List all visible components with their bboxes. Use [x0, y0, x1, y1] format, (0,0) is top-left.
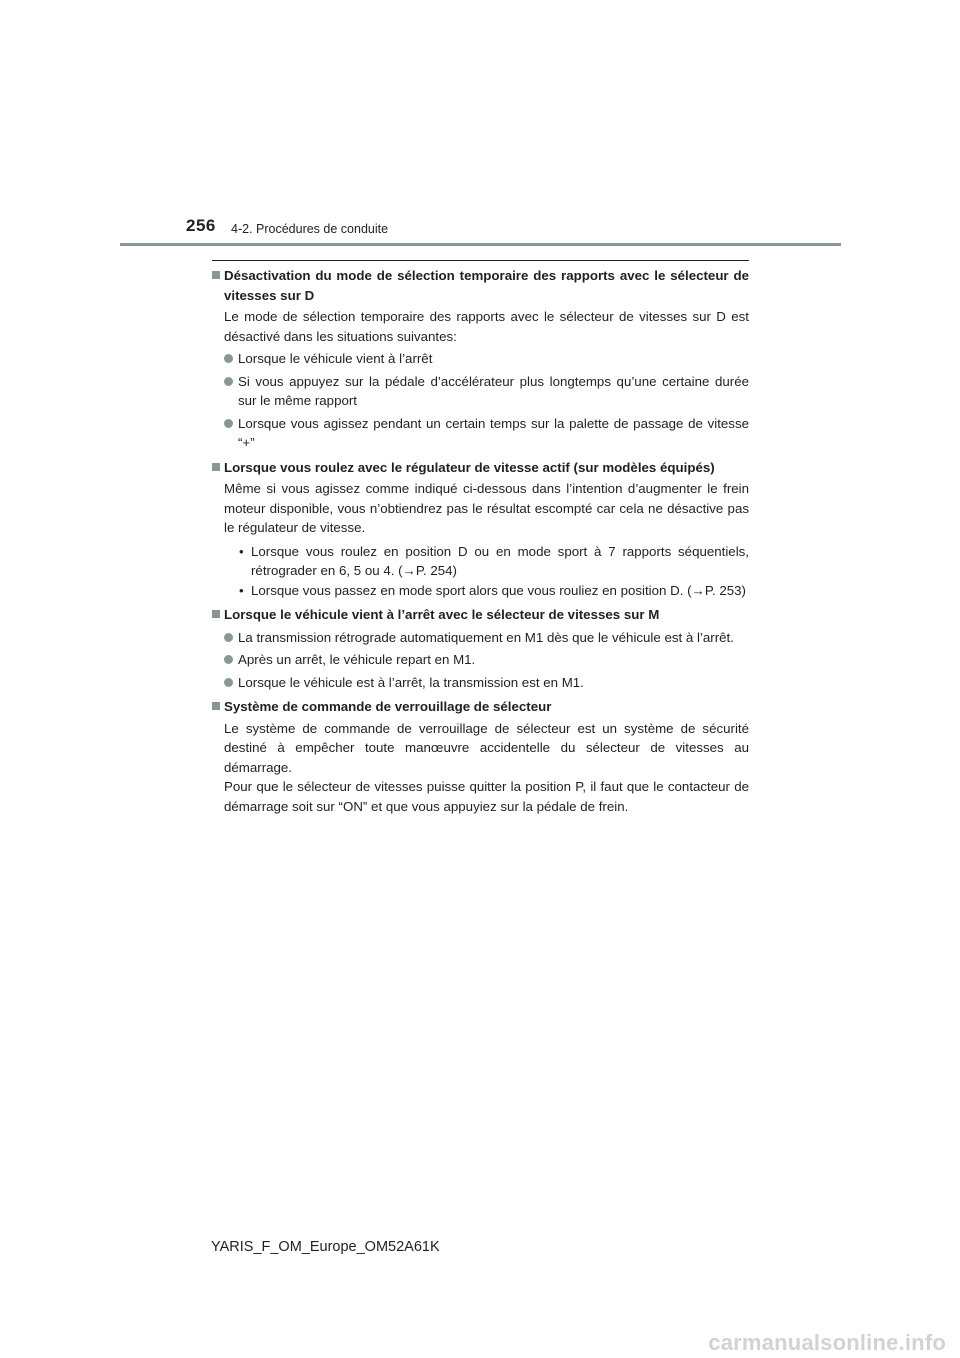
footer-doc-code: YARIS_F_OM_Europe_OM52A61K — [211, 1239, 440, 1255]
list-item: Lorsque le véhicule est à l’arrêt, la transmission est en M1. — [212, 673, 749, 693]
content-rule — [212, 260, 749, 261]
section-heading: Désactivation du mode de sélection temporaire des rapports avec le sélecteur de vitesses sur D — [212, 266, 749, 305]
section-paragraph: Même si vous agissez comme indiqué ci-dessous dans l’intention d’augmenter le frein moteur disponible, vous n’obtiendrez pas le résultat escompté car cela ne désactive pas le régulateur de vitesse. — [224, 481, 749, 535]
page-number: 256 — [186, 216, 216, 235]
list-item: Après un arrêt, le véhicule repart en M1. — [212, 650, 749, 670]
section-heading: Lorsque vous roulez avec le régulateur de vitesse actif (sur modèles équipés) — [212, 458, 749, 478]
section-heading: Système de commande de verrouillage de sélecteur — [212, 697, 749, 717]
section-paragraph: Pour que le sélecteur de vitesses puisse quitter la position P, il faut que le contacteur de démarrage soit sur “ON” et que vous appuyiez sur la pédale de frein. — [224, 779, 749, 814]
section-paragraph: Le système de commande de verrouillage de sélecteur est un système de sécurité destiné à empêcher toute manœuvre accidentelle du sélecteur de vitesses au démarrage. — [224, 720, 749, 775]
circle-bullet-icon — [224, 419, 233, 428]
watermark[interactable]: carmanualsonline.info — [708, 1330, 946, 1355]
section-heading: Lorsque le véhicule vient à l’arrêt avec le sélecteur de vitesses sur M — [212, 605, 749, 625]
section-title: 4-2. Procédures de conduite — [231, 222, 389, 236]
square-bullet-icon — [212, 610, 220, 618]
section-paragraph: Le mode de sélection temporaire des rapports avec le sélecteur de vitesses sur D est désactivé dans les situations suivantes: — [224, 309, 749, 344]
sub-list-item: • Lorsque vous passez en mode sport alors que vous rouliez en position D. (→P. 253) — [212, 581, 749, 601]
list-item: Lorsque le véhicule vient à l’arrêt — [212, 349, 749, 369]
circle-bullet-icon — [224, 633, 233, 642]
circle-bullet-icon — [224, 655, 233, 664]
list-item: Lorsque vous agissez pendant un certain temps sur la palette de passage de vitesse “+” — [212, 414, 749, 453]
dot-bullet-icon: • — [239, 543, 244, 559]
circle-bullet-icon — [224, 678, 233, 687]
page-content — [212, 266, 749, 816]
circle-bullet-icon — [224, 377, 233, 386]
circle-bullet-icon — [224, 354, 233, 363]
square-bullet-icon — [212, 271, 220, 279]
sub-list-item: • Lorsque vous roulez en position D ou en mode sport à 7 rapports séquentiels, rétrograder en 6, 5 ou 4. (→P. 254) — [239, 543, 749, 578]
square-bullet-icon — [212, 702, 220, 710]
square-bullet-icon — [212, 463, 220, 471]
list-item: Si vous appuyez sur la pédale d’accélérateur plus longtemps qu’une certaine durée sur le même rapport — [212, 372, 749, 411]
header-rule — [120, 243, 841, 246]
dot-bullet-icon: • — [239, 582, 244, 598]
list-item: La transmission rétrograde automatiquement en M1 dès que le véhicule est à l’arrêt. — [212, 628, 749, 648]
